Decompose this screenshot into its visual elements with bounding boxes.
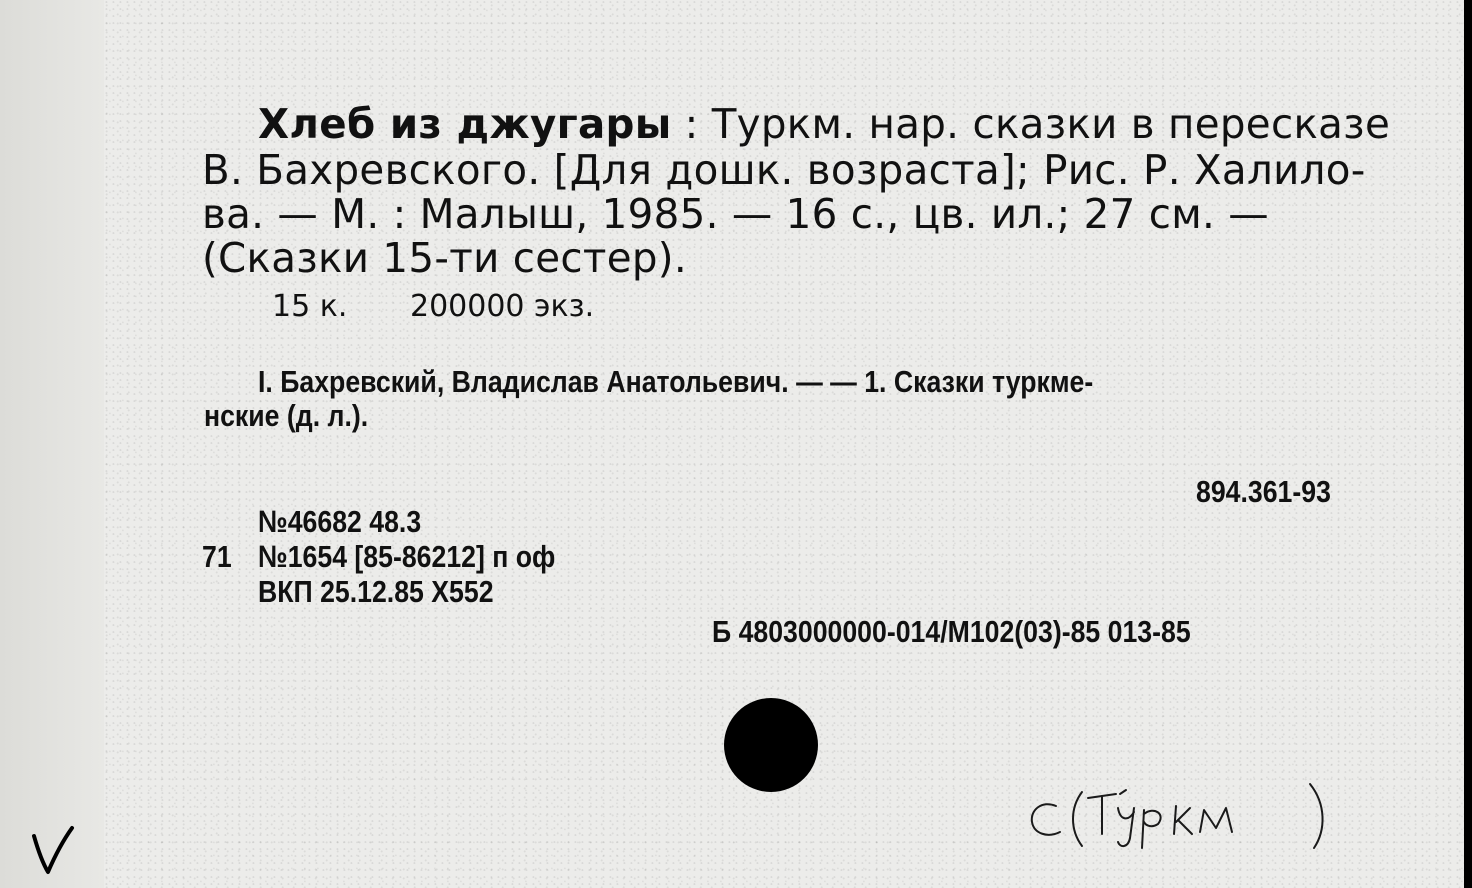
prefix-number: 71 (202, 539, 232, 574)
tracing-line-1: I. Бахревский, Владислав Анатольевич. — — 1. Сказки туркме- (258, 364, 1094, 399)
description-line-3: ва. — М. : Малыш, 1985. — 16 с., цв. ил.; 27 см. — (202, 190, 1269, 238)
handwritten-note (1020, 768, 1340, 858)
description-line-1 (258, 100, 1391, 148)
price: 15 к. (272, 289, 348, 324)
classification-number: 894.361-93 (1196, 474, 1331, 509)
description-line-2: В. Бахревского. [Для дошк. возраста]; Рис. Р. Халило- (202, 146, 1366, 194)
title-subtitle: : Туркм. нар. сказки в пересказе (671, 100, 1391, 148)
check-mark-icon (28, 820, 88, 880)
print-run: 200000 экз. (410, 289, 595, 324)
order-number: №46682 48.3 (258, 504, 422, 539)
description-line-4: (Сказки 15-ти сестер). (202, 234, 687, 282)
series-number: №1654 [85-86212] п оф (258, 539, 556, 574)
book-title: Хлеб из джугары (258, 100, 672, 148)
card-left-margin (0, 0, 104, 888)
card-right-border (1464, 0, 1472, 888)
punch-hole (724, 698, 818, 792)
tracing-line-2: нские (д. л.). (204, 398, 369, 433)
catalog-code: Б 4803000000-014/М102(03)-85 013-85 (712, 614, 1191, 649)
vkp-registration: ВКП 25.12.85 Х552 (258, 574, 494, 609)
